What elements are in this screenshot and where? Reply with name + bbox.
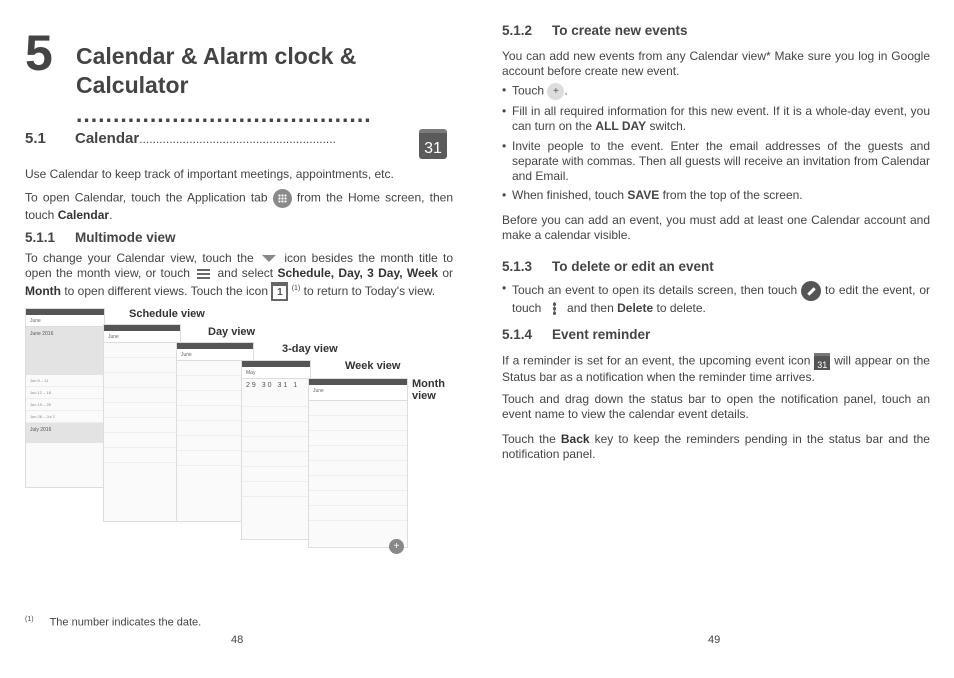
three-day-view-label: 3-day view — [282, 343, 338, 355]
list-item: Jun 5 – 11 — [26, 375, 104, 387]
page-number-left: 48 — [231, 634, 244, 646]
back-key-paragraph: Touch the Back key to keep the reminders pending in the status bar and the notification panel. — [502, 432, 930, 461]
section-5-1-1-heading: 5.1.1 Multimode view — [25, 230, 176, 245]
list-item: Jun 26 – Jul 2 — [26, 411, 104, 423]
section-5-1-4-heading: 5.1.4 Event reminder — [502, 327, 651, 342]
week-view-screen: May 29 30 31 1 — [241, 360, 311, 540]
calendar-account-note: Before you can add an event, you must add at least one Calendar account and make a calendar visible. — [502, 213, 930, 242]
list-item: • Fill in all required information for this new event. If it is a whole-day event, you can turn on the ALL DAY switch. — [502, 104, 930, 134]
add-icon: + — [547, 83, 564, 100]
calendar-intro: Use Calendar to keep track of important meetings, appointments, etc. — [25, 167, 394, 181]
list-item: Jun 19 – 25 — [26, 399, 104, 411]
list-item: • Touch + . — [502, 83, 930, 100]
list-item: • Invite people to the event. Enter the email addresses of the guests and separate with commas. Then all guests will receive an invitation from Calendar and Email. — [502, 139, 930, 184]
schedule-view-screen: June June 2016 Jun 5 – 11 Jun 12 – 18 Jun 19 – 25 Jun 26 – Jul 2 July 2016 — [25, 308, 105, 488]
list-item: • When finished, touch SAVE from the top of the screen. — [502, 188, 930, 203]
list-item: • Touch an event to open its details screen, then touch to edit the event, or touch and then Delete to delete. — [502, 281, 930, 316]
dropdown-triangle-icon — [262, 255, 276, 262]
chapter-number: 5 — [25, 25, 53, 81]
event-reminder-paragraph: If a reminder is set for an event, the upcoming event icon 31 will appear on the Status bar as a notification when the reminder time arrives. — [502, 353, 930, 384]
three-day-view-screen: June — [176, 342, 254, 522]
schedule-view-label: Schedule view — [129, 308, 205, 320]
week-view-label: Week view — [345, 360, 401, 372]
upcoming-event-icon: 31 — [814, 353, 830, 370]
section-5-1-heading: 5.1 Calendar........................................................... — [25, 130, 336, 147]
chapter-title: Calendar & Alarm clock & Calculator ........................................ — [76, 43, 372, 127]
section-5-1-3-heading: 5.1.3 To delete or edit an event — [502, 259, 714, 274]
application-tab-icon — [273, 189, 292, 208]
month-view-label: Month view — [412, 378, 445, 402]
month-view-screen: June — [308, 378, 408, 548]
multimode-paragraph: To change your Calendar view, touch the icon besides the month title to open the month view, or touch and select Schedule, Day, 3 Day, Week or Month to open different views. Touch the icon 1 $^{(1)}$ to return to Today's view. — [25, 251, 453, 301]
menu-icon — [197, 269, 210, 279]
today-icon: 1 — [271, 282, 288, 301]
open-calendar-paragraph: To open Calendar, touch the Application tab from the Home screen, then touch Calendar. — [25, 190, 454, 222]
add-event-fab[interactable]: + — [389, 539, 404, 554]
section-5-1-2-heading: 5.1.2 To create new events — [502, 23, 688, 38]
edit-icon — [801, 281, 821, 301]
day-view-label: Day view — [208, 326, 256, 338]
list-item: Jun 12 – 18 — [26, 387, 104, 399]
notification-panel-paragraph: Touch and drag down the status bar to open the notification panel, touch an event name to view the calendar event details. — [502, 392, 930, 421]
more-options-icon — [553, 302, 556, 315]
day-view-screen: June — [103, 324, 181, 522]
page-number-right: 49 — [708, 634, 721, 646]
create-events-intro: You can add new events from any Calendar view* Make sure you log in Google account before create new event. — [502, 49, 930, 78]
footnote: $^{(1)}$ The number indicates the date. — [25, 616, 202, 629]
calendar-app-icon: 31 — [419, 129, 447, 159]
